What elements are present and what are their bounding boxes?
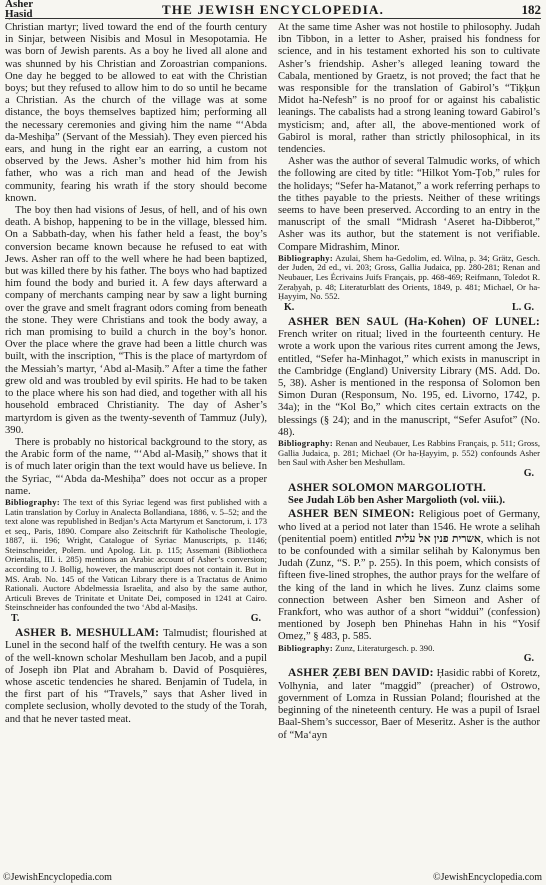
left-column bbox=[5, 22, 267, 726]
bibliography-label: Bibliography: bbox=[278, 252, 333, 263]
entry-asher-ben-simeon bbox=[278, 508, 540, 643]
bibliography-text: Renan and Neubauer, Les Rabbins Français, p. 511; Gross, Gallia Judaica, p. 281; Michael (Or ha-Ḥayyim, p. 552) confounds Asher ben Saul with Asher ben Meshullam. bbox=[278, 438, 541, 468]
bibliography-text: The text of this Syriac legend was first published with a Latin translation by Corluy in Analecta Bollandiana, 1886, v. 5–52; and the text alone was republished in Bedjan’s Acta Martyrum et Sanctorum, i. 173 et seq., Paris, 1890. Compare also Zeitschrift für Katholische Theologie, 1887, ii. 196; Wright, Catalogue of Syriac Manuscripts, p. 1146; Steinschneider, Polem. und Apolog. Lit. p. 115; Assemani (Bibliotheca Orientalis, III. i. 285) mentions an Arabic account of Asher’s conversion; according to J. Bollig, however, the manuscript does not contain it. But in MS. Arab. No. 145 of the Vatican Library there is a Tractatus de Animo Rationali. Auctore Abdelmessia Israelita, and also by the same author, Articuli Breves de Trinitate et Unitate Dei, composed in 1241 at Cairo. Steinschneider has confounded the two ‘Abd al-Masiḥs. bbox=[5, 496, 267, 613]
running-header bbox=[5, 0, 541, 18]
entry-title: ASHER ẒEBI BEN DAVID: bbox=[288, 666, 434, 680]
entry-text: Talmudist; flourished at Lunel in the second half of the twelfth century. He was a son of the well-known scholar Meshullam ben Jacob, and a pupil of Joseph ibn Plat and Abraham b. David of Posquières, whose ascetic tendencies he shared. Benjamin of Tudela, in the first part of his “Travels,” says that Asher lived in complete seclusion, wholly devoted to the study of the Torah, and that he never tasted meat. bbox=[5, 628, 267, 725]
entry-text: French writer on ritual; lived in the fourteenth century. He wrote a work upon the various rites current among the Jews, entitled, “Sefer ha-Minhagot,” which exists in manuscript in the Cambridge (England) University Library (MS. Add. Do. 5, 38). Asher is mentioned in the responsa of Solomon ben Simon Duran (Responsum, No. 195, ed. Livorno, 1742, p. 34a); in the “Kol Bo,” which cites certain extracts on the blessings (§ 24); and in the manuscript, “Sefer Asufot” (No. 48). bbox=[278, 329, 540, 438]
cross-reference: See Judah Löb ben Asher Margolioth (vol. viii.). bbox=[288, 495, 505, 507]
bibliography bbox=[278, 254, 540, 302]
footer-copyright-right: ©JewishEncyclopedia.com bbox=[433, 872, 542, 883]
bibliography bbox=[5, 498, 267, 613]
bibliography-label: Bibliography: bbox=[5, 496, 60, 507]
entry-asher-solomon-margolioth bbox=[278, 482, 540, 495]
entry-asher-ben-saul bbox=[278, 316, 540, 439]
header-rule bbox=[5, 18, 541, 19]
signature-line bbox=[5, 613, 267, 625]
paragraph: The boy then had visions of Jesus, of hell, and of his own death. A bishop, happening to be in the village, blessed him. On a Sabbath-day, when his father held a feast, the boy’s conversion became known because he refused to eat with Jews. Asher ran off to the well where he had been baptized, but was killed there by his father. The boys who had baptized him found the body and buried it. A few days afterward a company of merchants camping near by saw a light burning over the grave and smelt fragrant odors coming from beneath the stone. They were Christians and took the body away, a rich man promising to build a church in the boy’s honor. Over the place where the grave had been a little church was built, with the inscription, “This is the place of martyrdom of the Messiah’s martyr, ‘Abd al-Masiḥ.” After a time the father grew old and was troubled by evil spirits. He had to be taken to the place where his son had died, and together with all his household embraced Christianity. The day of Asher’s martyrdom is given as the twenty-seventh of Tammuz (July), 390. bbox=[5, 205, 267, 436]
paragraph: At the same time Asher was not hostile to philosophy. Judah ibn Tibbon, in a letter to Asher, praised his fondness for science, and in his testament exhorted his son to cultivate Asher’s friendship. Asher’s alleged leaning toward the Cabala, mentioned by Graetz, is not proved; the fact that he was responsible for the translation of Gabirol’s “Tiḳḳun Midot ha-Nefesh” is no proof for or against his cabalistic leanings. The cabalists had a strong leaning toward Gabirol’s mysticism; and, after all, the above-mentioned work of Gabirol is moral, rather than strictly philosophical, in its tendencies. bbox=[278, 22, 540, 156]
signature-line bbox=[278, 302, 540, 314]
bibliography bbox=[278, 439, 540, 468]
signature-left: T. bbox=[11, 613, 20, 625]
signature-line bbox=[278, 468, 540, 480]
entry-text: , which is not to be confounded with a similar selihah by Kalonymus ben Judah (Zunz, “S. P.” p. 255). In this poem, which consists of fifteen five-lined strophes, the author prays for the welfare of the king of the land in which he lives. Zunz claims some connection between Asher ben Simeon and Asher of Frankfort, who was author of a short “widdui” (confession) mentioned by Joseph ben Phinehas Hahn in his “Yosif Omeẓ,” § 483, p. 585. bbox=[278, 533, 541, 643]
paragraph: There is probably no historical background to the story, as the Arabic form of the name, “‘Abd al-Masiḥ,” shows that it is of much later origin than the text would have us believe. In the Syriac, “‘Abda da-Meshiḥa” does not occur as a proper name. bbox=[5, 436, 267, 497]
signature-line bbox=[278, 653, 540, 665]
journal-title: THE JEWISH ENCYCLOPEDIA. bbox=[161, 2, 385, 17]
footer bbox=[0, 871, 546, 885]
entry-title: ASHER BEN SIMEON: bbox=[288, 507, 415, 521]
right-column bbox=[278, 22, 540, 742]
bibliography-text: Azulai, Shem ha-Gedolim, ed. Wilna, p. 34; Grätz, Gesch. der Juden, 2d ed., vi. 203; Gross, Gallia Judaica, pp. 280-281; Renan and Neubauer, Les Écrivains Juifs Français, pp. 468-469; Reifmann, Toledot R. Zeraḥyah, p. 48; Literaturblatt des Orients, 1849, p. 481; Michael, Or ha-Ḥayyim, No. 552. bbox=[278, 252, 540, 302]
paragraph: Asher was the author of several Talmudic works, of which the following are cited by title: “Hilkot Yom-Ṭob,” rules for the holidays; “Sefer ha-Matanot,” a work referring perhaps to the tithes payable to the priests. Neither of these writings seems to have been preserved. According to an entry in the manuscript of the small “Midrash ‘Aseret ha-Dibberot,” Asher was its author, but the statement is not verifiable. Compare Midrashim, Minor. bbox=[278, 156, 540, 253]
signature-right: G. bbox=[250, 613, 261, 625]
signature-right: G. bbox=[523, 653, 534, 665]
footer-copyright-left: ©JewishEncyclopedia.com bbox=[3, 872, 112, 883]
hebrew-title: אשרית פנין אל עלית bbox=[395, 533, 481, 545]
page-number: 182 bbox=[521, 2, 541, 17]
bibliography-label: Bibliography: bbox=[278, 642, 333, 653]
entry-title: ASHER B. MESHULLAM: bbox=[15, 626, 160, 640]
signature-right: L. G. bbox=[512, 301, 534, 313]
entry-asher-zebi-ben-david bbox=[278, 667, 540, 741]
entry-title: ASHER BEN SAUL (Ha-Kohen) OF LUNEL: bbox=[288, 315, 540, 329]
entry-title: ASHER SOLOMON MARGOLIOTH. bbox=[288, 481, 486, 495]
entry-text: Religious poet of Germany, who lived at a period not later than 1546. He wrote a selihah (penitential poem) entitled bbox=[278, 509, 540, 545]
running-head-line-1: Asher bbox=[5, 0, 34, 10]
bibliography-label: Bibliography: bbox=[278, 438, 333, 449]
paragraph: Christian martyr; lived toward the end of the fourth century in Sinjar, between Nisibis and Mosul in Mesopotamia. He was born of Jewish parents. As a boy he lived all alone and was shunned by his Christian and Zoroastrian companions. One day he begged to be allowed to eat with the Christian boys; but they refused to allow him to do so until he became a Christian. As the church of the village was at some distance, the boys themselves baptized him; performing all the necessary ceremonies and giving him the name “‘Abda da-Meshiḥa” (Servant of the Messiah). They even pierced his ears, and hung in the right ear an earring, a custom not observed by the Jews. Asher’s mother hid him from his father, who was a rich man and head of the Jewish community, fearing his wrath if the story should become known. bbox=[5, 22, 267, 204]
bibliography-text: Zunz, Literaturgesch. p. 390. bbox=[335, 642, 435, 653]
signature-right: G. bbox=[523, 467, 534, 479]
signature-left: K. bbox=[284, 301, 295, 313]
entry-text: Ḥasidic rabbi of Koretz, Volhynia, and later “maggid” (preacher) of Ostrowo, government of Lomza in Russian Poland; flourished at the beginning of the nineteenth century. He was a pupil of Israel Baal-Shem’s successor, Baer of Meseritz. Asher is the author of “Ma‘ayn bbox=[278, 668, 540, 741]
bibliography bbox=[278, 644, 540, 654]
entry-asher-b-meshullam bbox=[5, 627, 267, 726]
running-head-line-2: Ḥasid bbox=[5, 7, 33, 20]
